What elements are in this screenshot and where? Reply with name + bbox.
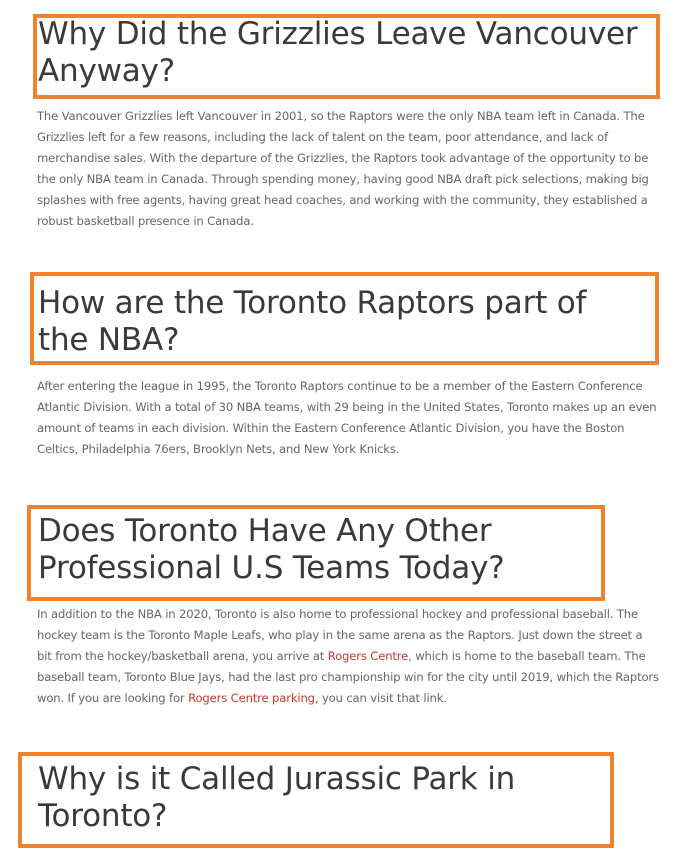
section-heading-other-teams: Does Toronto Have Any Other Professional U.S Teams Today? [38, 513, 505, 586]
body-text-part-3: , you can visit that link. [314, 691, 447, 705]
section-heading-raptors-nba: How are the Toronto Raptors part of the NBA? [38, 285, 587, 358]
section-heading-grizzlies: Why Did the Grizzlies Leave Vancouver Anyway? [38, 16, 638, 89]
body-text-part-2: , which is home to the baseball team. The baseball team, Toronto Blue Jays, had the last pro championship win for the city until 2019, which the Raptors won. If you are looking for [37, 649, 659, 705]
section-body-raptors-nba: After entering the league in 1995, the Toronto Raptors continue to be a member of the Eastern Conference Atlantic Division. With a total of 30 NBA teams, with 29 being in the United States, Toronto makes up an even amount of teams in each division. Within the Eastern Conference Atlantic Division, you have the Boston Celtics, Philadelphia 76ers, Brooklyn Nets, and New York Knicks. [37, 379, 657, 456]
rogers-centre-link[interactable]: Rogers Centre [327, 649, 409, 663]
rogers-centre-parking-link[interactable]: Rogers Centre parking [188, 691, 315, 705]
section-heading-jurassic-park: Why is it Called Jurassic Park in Toronto? [38, 761, 516, 834]
body-text-part-1: In addition to the NBA in 2020, Toronto is also home to professional hockey and professional baseball. The hockey team is the Toronto Maple Leafs, who play in the same arena as the Raptors. Just down the street a bit from the hockey/basketball arena, you arrive at [37, 607, 643, 663]
section-body-grizzlies: The Vancouver Grizzlies left Vancouver in 2001, so the Raptors were the only NBA team left in Canada. The Grizzlies left for a few reasons, including the lack of talent on the team, poor attendance, and lack of merchandise sales. With the departure of the Grizzlies, the Raptors took advantage of the opportunity to be the only NBA team in Canada. Through spending money, having good NBA draft pick selections, making big splashes with free agents, having great head coaches, and working with the community, they established a robust basketball presence in Canada. [37, 109, 649, 228]
section-body-other-teams [37, 604, 659, 709]
